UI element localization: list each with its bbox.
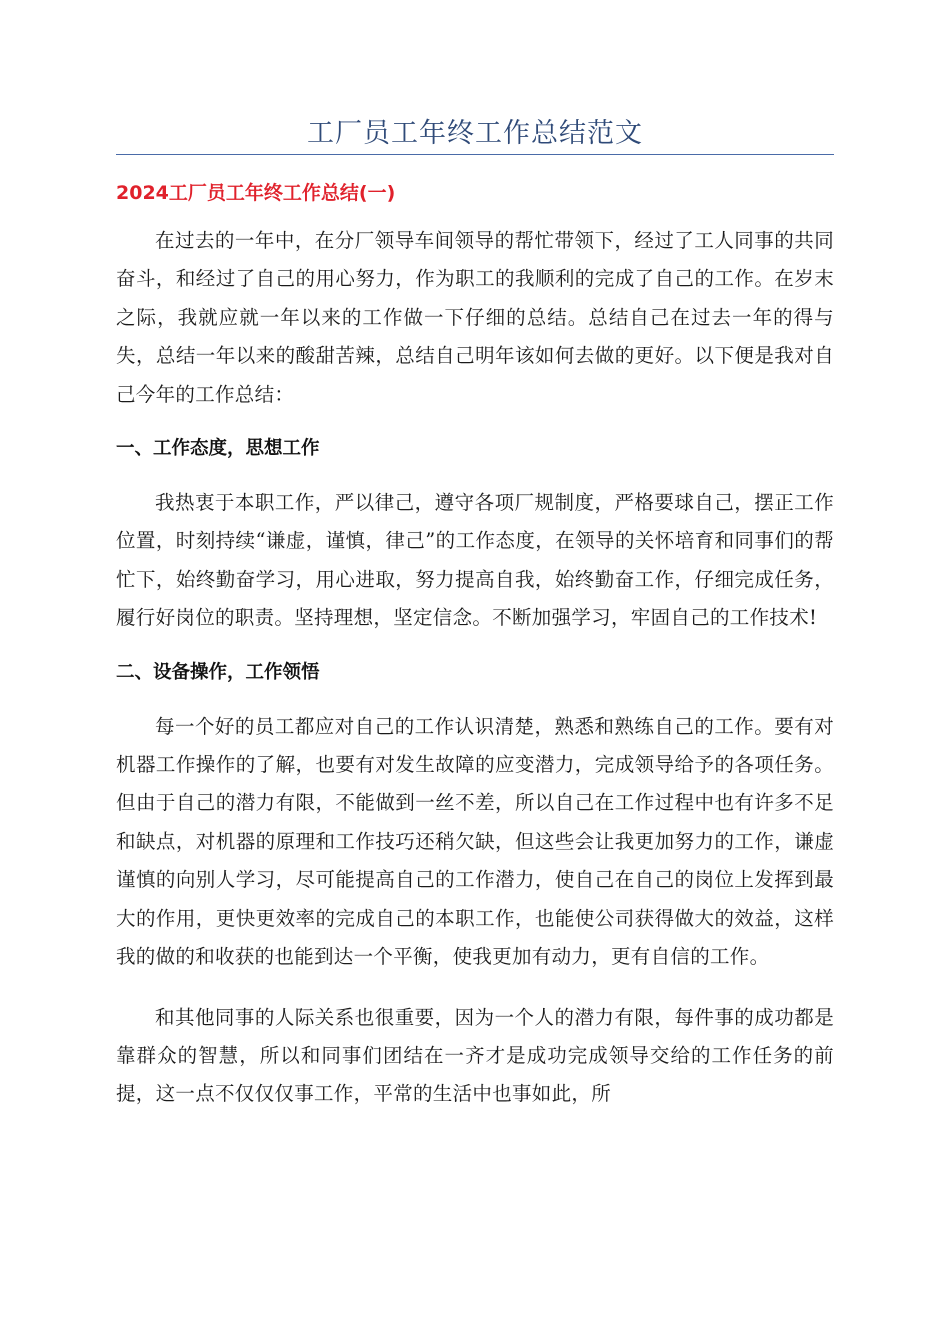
paragraph-intro: 在过去的一年中，在分厂领导车间领导的帮忙带领下，经过了工人同事的共同奋斗，和经过了自己的用心努力，作为职工的我顺利的完成了自己的工作。在岁末之际，我就应就一年以来的工作做一下仔细的总结。总结自己在过去一年的得与失，总结一年以来的酸甜苦辣，总结自己明年该如何去做的更好。以下便是我对自己今年的工作总结： <box>116 229 834 406</box>
heading-work-attitude: 一、工作态度，思想工作 <box>116 438 320 460</box>
paragraph-relationships: 和其他同事的人际关系也很重要，因为一个人的潜力有限，每件事的成功都是靠群众的智慧，所以和同事们团结在一齐才是成功完成领导交给的工作任务的前提，这一点不仅仅仅事工作，平常的生活中也事如此，所 <box>116 1005 834 1106</box>
title-divider <box>116 154 834 155</box>
section-title: 2024工厂员工年终工作总结(一) <box>116 182 396 204</box>
document-body <box>116 176 834 1114</box>
heading-equipment-operation: 二、设备操作，工作领悟 <box>116 661 320 683</box>
paragraph-work-attitude: 我热衷于本职工作，严以律己，遵守各项厂规制度，严格要球自己，摆正工作位置，时刻持续“谦虚，谨慎，律己”的工作态度，在领导的关怀培育和同事们的帮忙下，始终勤奋学习，用心进取，努力提高自我，始终勤奋工作，仔细完成任务，履行好岗位的职责。坚持理想，坚定信念。不断加强学习，牢固自己的工作技术! <box>116 491 834 630</box>
paragraph-equipment-operation: 每一个好的员工都应对自己的工作认识清楚，熟悉和熟练自己的工作。要有对机器工作操作的了解，也要有对发生故障的应变潜力，完成领导给予的各项任务。但由于自己的潜力有限，不能做到一丝不差，所以自己在工作过程中也有许多不足和缺点，对机器的原理和工作技巧还稍欠缺，但这些会让我更加努力的工作，谦虚谨慎的向别人学习，尽可能提高自己的工作潜力，使自己在自己的岗位上发挥到最大的作用，更快更效率的完成自己的本职工作，也能使公司获得做大的效益，这样我的做的和收获的也能到达一个平衡，使我更加有动力，更有自信的工作。 <box>116 714 834 969</box>
document-title: 工厂员工年终工作总结范文 <box>307 118 643 149</box>
